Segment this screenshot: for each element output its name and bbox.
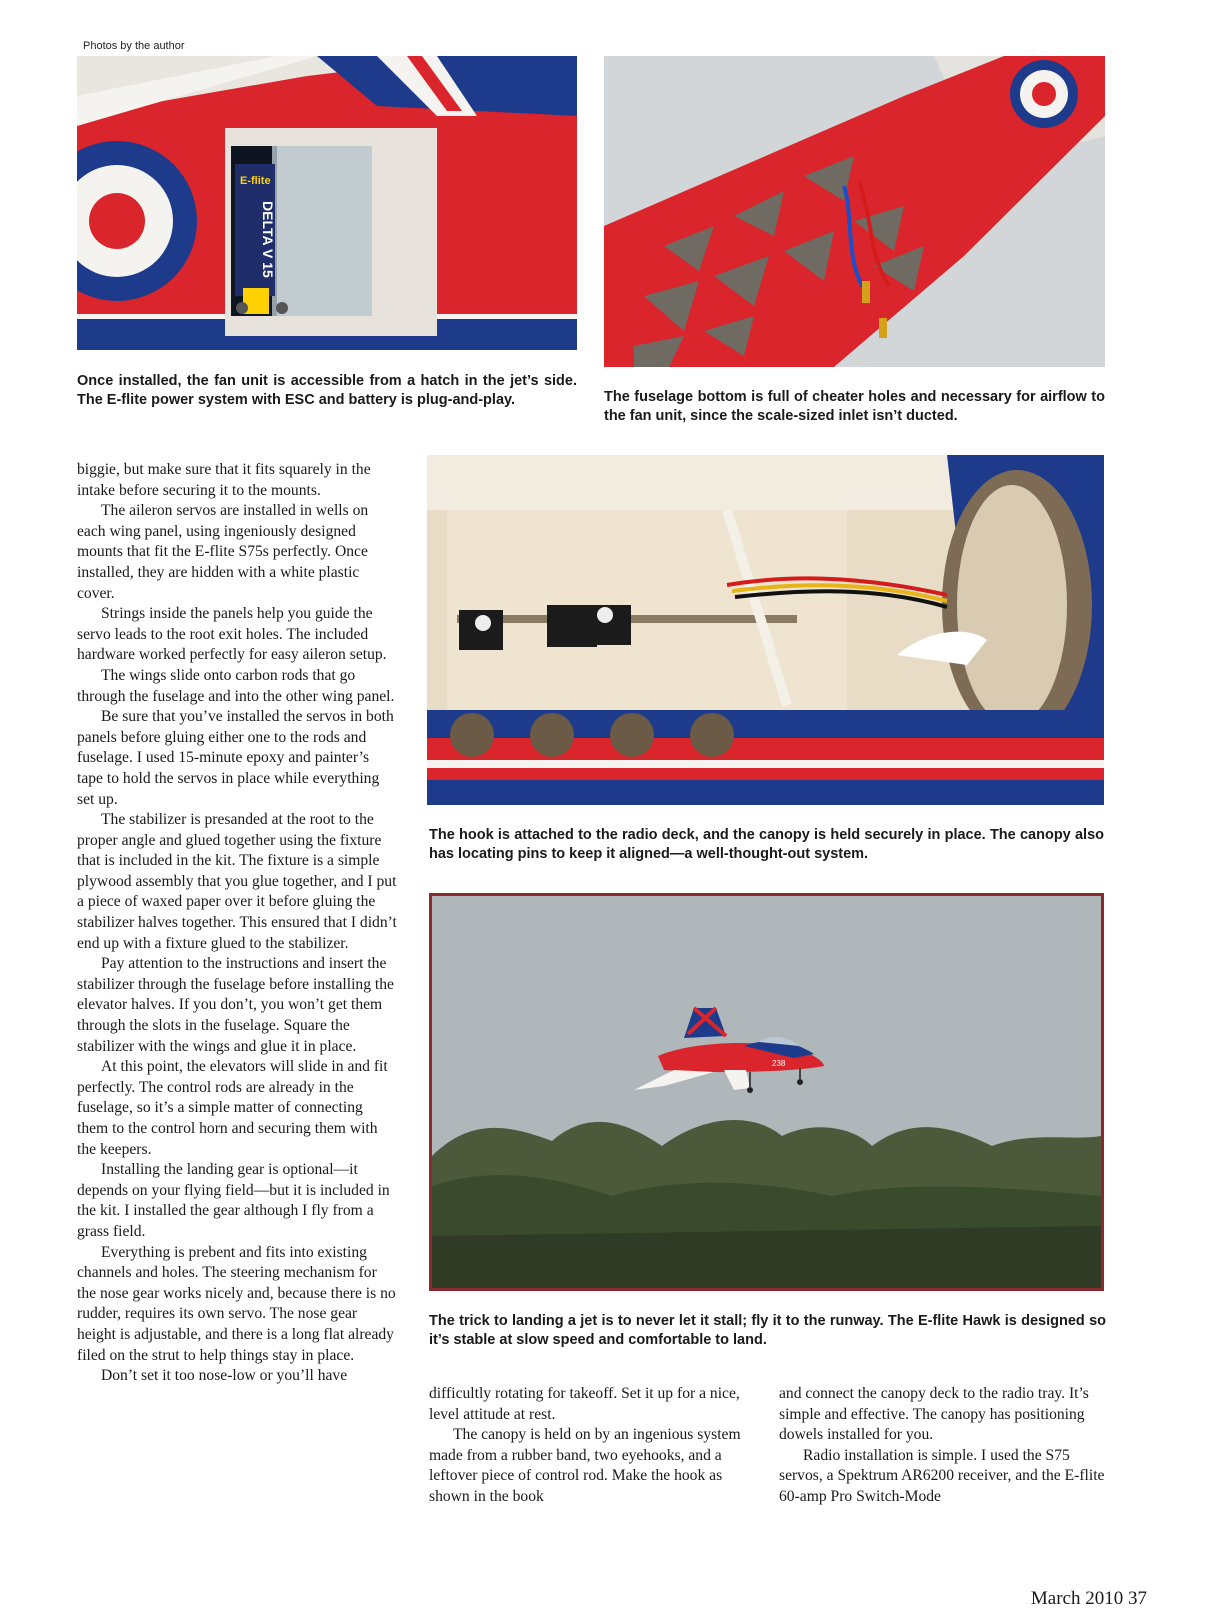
photo-in-flight (429, 893, 1104, 1291)
column3-paragraph: and connect the canopy deck to the radio tray. It’s simple and effective. The canopy has positioning dowels installed for you. (779, 1385, 1089, 1444)
caption-fuselage-bottom: The fuselage bottom is full of cheater holes and necessary for airflow to the fan unit, since the scale-sized inlet isn’t ducted. (604, 389, 1105, 424)
folio-issue: March 2010 (1030, 1588, 1124, 1609)
column1-paragraph: At this point, the elevators will slide in and fit perfectly. The control rods are already in the fuselage, so it’s a simple matter of connecting them to the control horn and securing them with the keepers. (77, 1058, 388, 1158)
folio-page-number: 37 (1128, 1588, 1147, 1609)
column1-paragraph: Pay attention to the instructions and insert the stabilizer through the fuselage before installing the elevator halves. If you don’t, you won’t get them through the slots in the fuselage. Square the stabilizer with the wings and glue it in place. (77, 955, 394, 1055)
column1-paragraph: Installing the landing gear is optional—it depends on your flying field—but it is included in the kit. I installed the gear although I fly from a grass field. (77, 1161, 390, 1240)
fan-label-brand: E-flite (240, 175, 271, 187)
column1-paragraph: The aileron servos are installed in wells on each wing panel, using ingeniously designed mounts that fit the E-flite S75s perfectly. Once installed, they are hidden with a white plastic cover. (77, 502, 369, 602)
column1-paragraph: The stabilizer is presanded at the root to the proper angle and glued together using the fixture that is included in the kit. The fixture is a simple plywood assembly that you glue together, and I put a piece of waxed paper over it before gluing the stabilizer halves together. This ensured that I didn’t end up with a fixture glued to the stabilizer. (77, 811, 397, 952)
column1-paragraph: Be sure that you’ve installed the servos in both panels before gluing either one to the rods and fuselage. I used 15-minute epoxy and painter’s tape to hold the servos in place while everything set up. (77, 708, 394, 808)
column2-paragraph: difficultly rotating for takeoff. Set it up for a nice, level attitude at rest. (429, 1385, 740, 1423)
photo-fan-hatch (77, 56, 577, 350)
photo-credit: Photos by the author (83, 40, 185, 52)
column1-paragraph: The wings slide onto carbon rods that go through the fuselage and into the other wing panel. (77, 666, 395, 705)
column1-paragraph: Everything is prebent and fits into existing channels and holes. The steering mechanism for the nose gear works nicely and, because there is no rudder, requires its own servo. The nose gear height is adjustable, and there is a long flat already filed on the strut to help things stay in place. (77, 1243, 396, 1364)
column1-paragraph: Don’t set it too nose-low or you’ll have (101, 1367, 348, 1385)
column1-paragraph: Strings inside the panels help you guide the servo leads to the root exit holes. The included hardware worked perfectly for easy aileron setup. (77, 605, 387, 664)
caption-in-flight: The trick to landing a jet is to never let it stall; fly it to the runway. The E-flite Hawk is designed so it’s stable at slow speed and comfortable to land. (429, 1313, 1106, 1348)
column3-paragraph: Radio installation is simple. I used the S75 servos, a Spektrum AR6200 receiver, and the E-flite 60-amp Pro Switch-Mode (779, 1446, 1105, 1505)
caption-radio-deck: The hook is attached to the radio deck, and the canopy is held securely in place. The canopy also has locating pins to keep it aligned—a well-thought-out system. (429, 827, 1104, 862)
aircraft-tail-number: 238 (772, 1059, 786, 1068)
caption-fan-hatch: Once installed, the fan unit is accessible from a hatch in the jet’s side. The E-flite power system with ESC and battery is plug-and-play. (77, 373, 577, 408)
body-column-2 (429, 1384, 747, 1508)
fan-label-model: DELTA V 15 (260, 201, 276, 278)
page-folio (1031, 1588, 1147, 1610)
photo-fuselage-bottom (604, 56, 1105, 367)
body-column-1 (77, 460, 397, 1387)
column2-paragraph: The canopy is held on by an ingenious system made from a rubber band, two eyehooks, and a leftover piece of control rod. Make the hook as shown in the book (429, 1426, 741, 1505)
photo-radio-deck (427, 455, 1104, 805)
column1-paragraph: biggie, but make sure that it fits squarely in the intake before securing it to the mounts. (77, 461, 371, 499)
body-column-3 (779, 1384, 1105, 1508)
